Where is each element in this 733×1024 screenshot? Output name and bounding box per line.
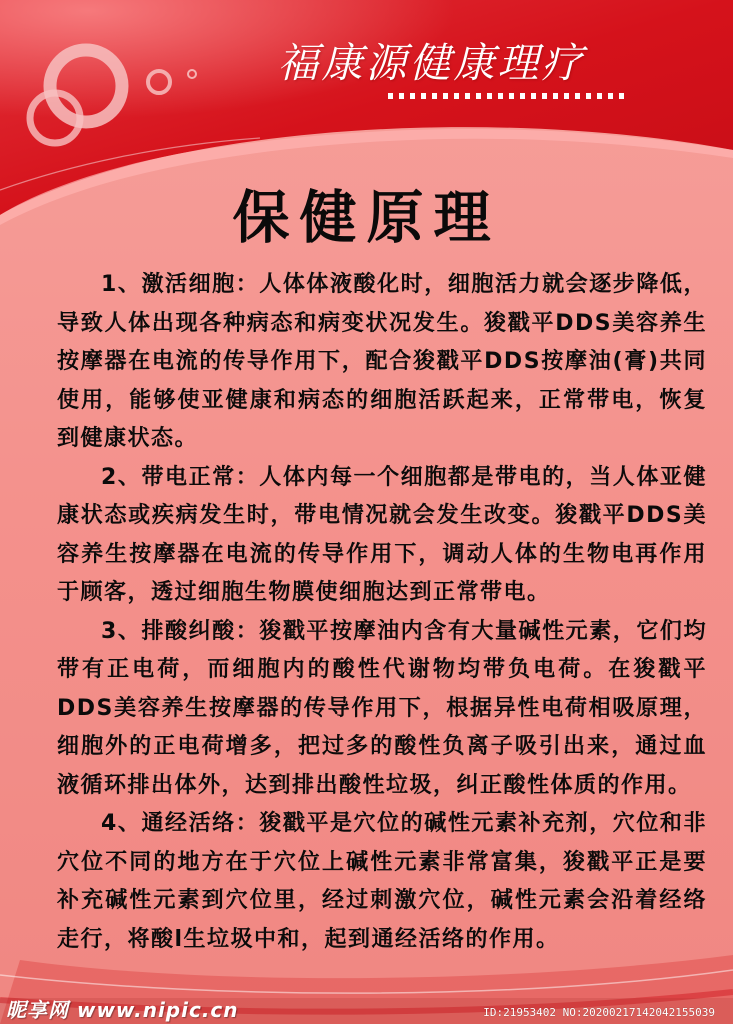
watermark-image-id: ID:21953402 NO:20200217142042155039 [483, 1006, 715, 1019]
watermark-logo: 昵享网 www.nipic.cn [6, 998, 239, 1022]
paragraph-normal-charge: 2、带电正常：人体内每一个细胞都是带电的，当人体亚健康状态或疾病发生时，带电情况就会发生改变。狻戳平DDS美容养生按摩器在电流的传导作用下，调动人体的生物电再作用于顾客，透过细胞生物膜使细胞达到正常带电。 [57, 464, 707, 605]
brand-name: 福康源健康理疗 [277, 39, 586, 87]
page-title: 保健原理 [232, 185, 501, 251]
paragraph-meridians: 4、通经活络：狻戳平是穴位的碱性元素补充剂，穴位和非穴位不同的地方在于穴位上碱性元素非常富集，狻戳平正是要补充碱性元素到穴位里，经过刺激穴位，碱性元素会沿着经络走行，将酸l生垃圾中和，起到通经活络的作用。 [57, 811, 707, 952]
watermark-bar [0, 998, 733, 1024]
paragraph-acid-removal: 3、排酸纠酸：狻戳平按摩油内含有大量碱性元素，它们均带有正电荷，而细胞内的酸性代谢物均带负电荷。在狻戳平DDS美容养生按摩器的传导作用下，根据异性电荷相吸原理，细胞外的正电荷增多，把过多的酸性负离子吸引出来，通过血液循环排出体外，达到排出酸性垃圾，纠正酸性体质的作用。 [57, 618, 707, 798]
decorative-dotted-line [388, 93, 628, 99]
paragraph-activate-cells: 1、激活细胞：人体体液酸化时，细胞活力就会逐步降低，导致人体出现各种病态和病变状况发生。狻戳平DDS美容养生按摩器在电流的传导作用下，配合狻戳平DDS按摩油(膏)共同使用，能够使亚健康和病态的细胞活跃起来，正常带电，恢复到健康状态。 [57, 272, 707, 451]
body-text [57, 266, 707, 959]
